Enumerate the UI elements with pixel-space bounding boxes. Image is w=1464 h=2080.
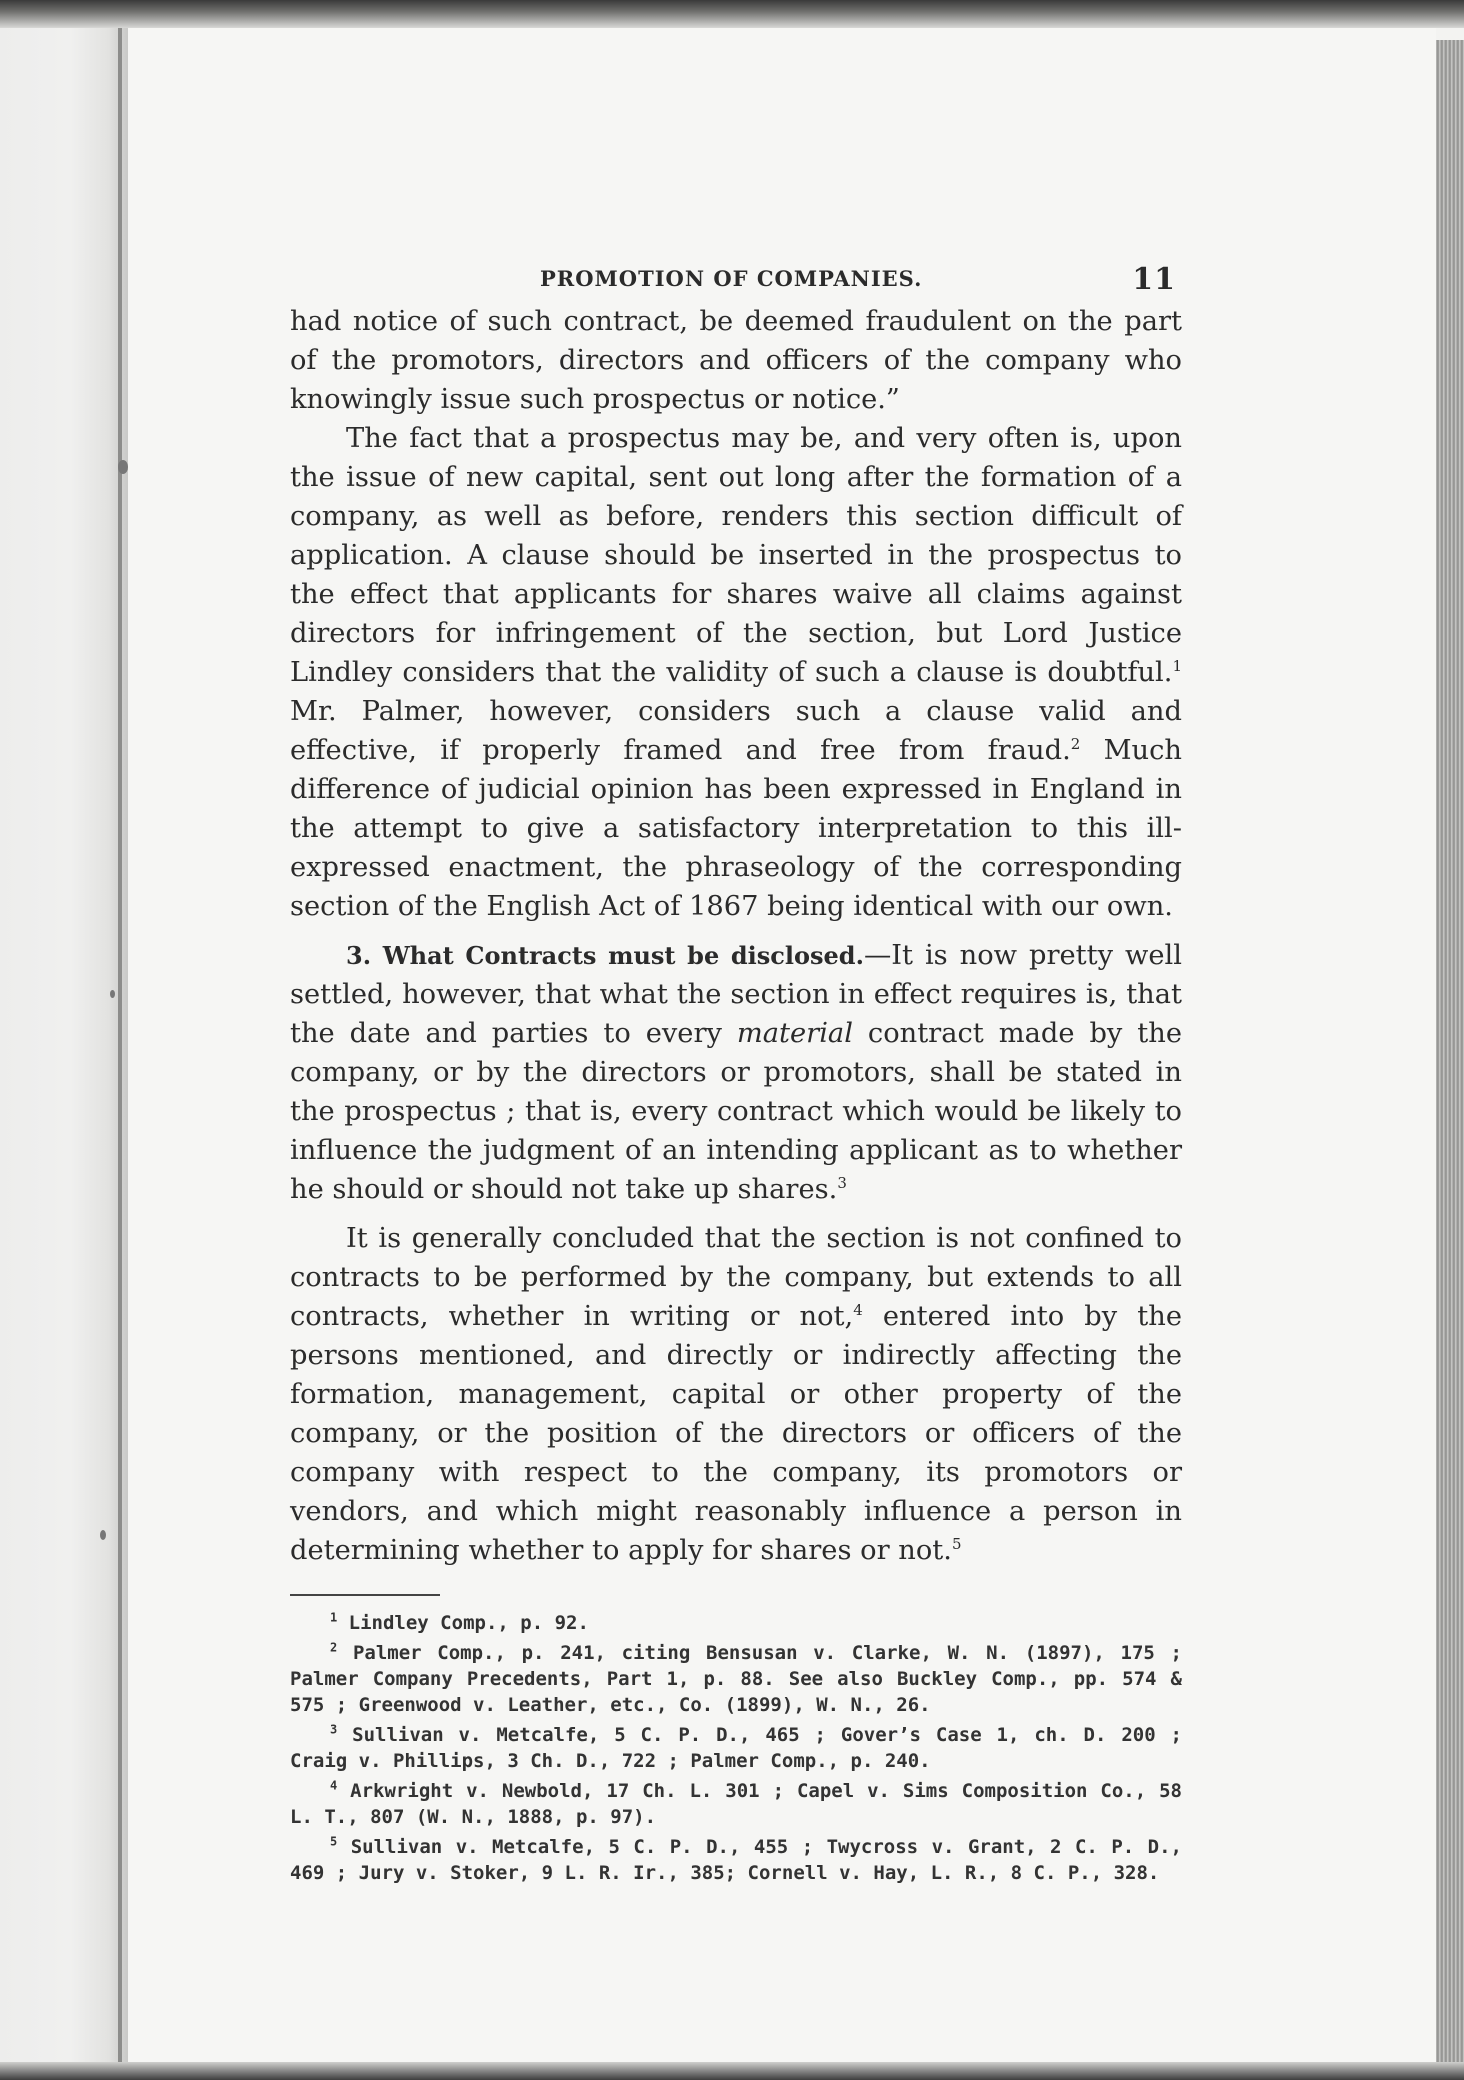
scan-speck bbox=[118, 460, 128, 474]
footnote-mark: 1 bbox=[330, 1610, 338, 1625]
paragraph-prospectus bbox=[290, 419, 1182, 926]
footnote-mark: 3 bbox=[330, 1722, 338, 1737]
paragraph-continuation bbox=[290, 302, 1182, 419]
scan-top-shadow bbox=[0, 0, 1464, 28]
paragraph-generally-concluded bbox=[290, 1219, 1182, 1570]
footnote-ref: 5 bbox=[951, 1534, 962, 1553]
footnote-mark: 4 bbox=[330, 1778, 338, 1793]
footnote bbox=[290, 1778, 1182, 1830]
footnote bbox=[290, 1722, 1182, 1774]
paragraph-text: had notice of such contract, be deemed fraudulent on the part of the promotors, directors and officers of the company who knowingly issue such prospectus or notice.” bbox=[290, 306, 1182, 415]
paragraph-text: Mr. Palmer, however, considers such a clause valid and effective, if properly framed and free from fraud. bbox=[290, 696, 1182, 766]
paragraph-text: —It is now pretty well settled, however, that what the section in effect requires is, that the date and parties to every bbox=[290, 940, 1182, 1049]
footnote-ref: 2 bbox=[1070, 734, 1081, 753]
footnote-text: Lindley Comp., p. 92. bbox=[337, 1612, 589, 1634]
scan-bottom-shadow bbox=[0, 2062, 1464, 2080]
facing-page-margin bbox=[0, 0, 128, 2080]
footnote bbox=[290, 1610, 1182, 1636]
footnote-text: Sullivan v. Metcalfe, 5 C. P. D., 465 ; Gover’s Case 1, ch. D. 200 ; Craig v. Phillips, 3 Ch. D., 722 ; Palmer Comp., p. 240. bbox=[290, 1724, 1182, 1772]
paragraph-text: It is generally concluded that the section is not confined to contracts to be performed by the company, but extends to all contracts, whether in writing or not, bbox=[290, 1223, 1182, 1332]
footnote-ref: 1 bbox=[1172, 656, 1182, 675]
footnote-mark: 5 bbox=[330, 1834, 338, 1849]
footnote-mark: 2 bbox=[330, 1640, 338, 1655]
footnote bbox=[290, 1834, 1182, 1886]
footnote-ref: 4 bbox=[853, 1300, 863, 1319]
scan-speck bbox=[110, 990, 115, 998]
footnote-text: Arkwright v. Newbold, 17 Ch. L. 301 ; Capel v. Sims Composition Co., 58 L. T., 807 (W. N., 1888, p. 97). bbox=[290, 1780, 1182, 1828]
footnote bbox=[290, 1640, 1182, 1718]
page-content bbox=[290, 262, 1182, 1890]
book-gutter bbox=[118, 0, 122, 2080]
running-title: PROMOTION OF COMPANIES. bbox=[540, 266, 923, 291]
paragraph-text: The fact that a prospectus may be, and very often is, upon the issue of new capital, sent out long after the formation of a company, as well as before, renders this section difficult of application. A clause should be inserted in the prospectus to the effect that applicants for shares waive all claims against directors for infringement of the section, but Lord Justice Lindley considers that the validity of such a clause is doubtful. bbox=[290, 423, 1182, 688]
paragraph-text: contract made by the company, or by the directors or promotors, shall be stated in the prospectus ; that is, every contract which would be likely to influence the judgment of an intending applicant as to whether he should or should not take up shares. bbox=[290, 1018, 1182, 1205]
scan-speck bbox=[100, 1530, 106, 1540]
running-head bbox=[290, 262, 1182, 302]
paragraph-text: entered into by the persons mentioned, and directly or indirectly affecting the formation, management, capital or other property of the company, or the position of the directors or officers of the company with respect to the company, its promotors or vendors, and which might reasonably influence a person in determining whether to apply for shares or not. bbox=[290, 1301, 1182, 1566]
emphasis-text: material bbox=[736, 1018, 853, 1049]
footnote-text: Palmer Comp., p. 241, citing Bensusan v. Clarke, W. N. (1897), 175 ; Palmer Company Precedents, Part 1, p. 88. See also Buckley Comp., pp. 574 & 575 ; Greenwood v. Leather, etc., Co. (1899), W. N., 26. bbox=[290, 1642, 1182, 1716]
footnotes bbox=[290, 1610, 1182, 1886]
paragraph-contracts-disclosed bbox=[290, 936, 1182, 1209]
page-number: 11 bbox=[1132, 262, 1176, 297]
page-edges bbox=[1436, 40, 1464, 2080]
paragraph-text: Much difference of judicial opinion has been expressed in England in the attempt to give a satisfactory interpretation to this ill-expressed enactment, the phraseology of the corresponding section of the English Act of 1867 being identical with our own. bbox=[290, 735, 1182, 922]
footnote-rule bbox=[290, 1594, 440, 1596]
section-heading: 3. What Contracts must be disclosed. bbox=[346, 941, 864, 970]
footnote-ref: 3 bbox=[837, 1173, 847, 1192]
footnote-text: Sullivan v. Metcalfe, 5 C. P. D., 455 ; Twycross v. Grant, 2 C. P. D., 469 ; Jury v. Stoker, 9 L. R. Ir., 385; Cornell v. Hay, L. R., 8 C. P., 328. bbox=[290, 1836, 1182, 1884]
